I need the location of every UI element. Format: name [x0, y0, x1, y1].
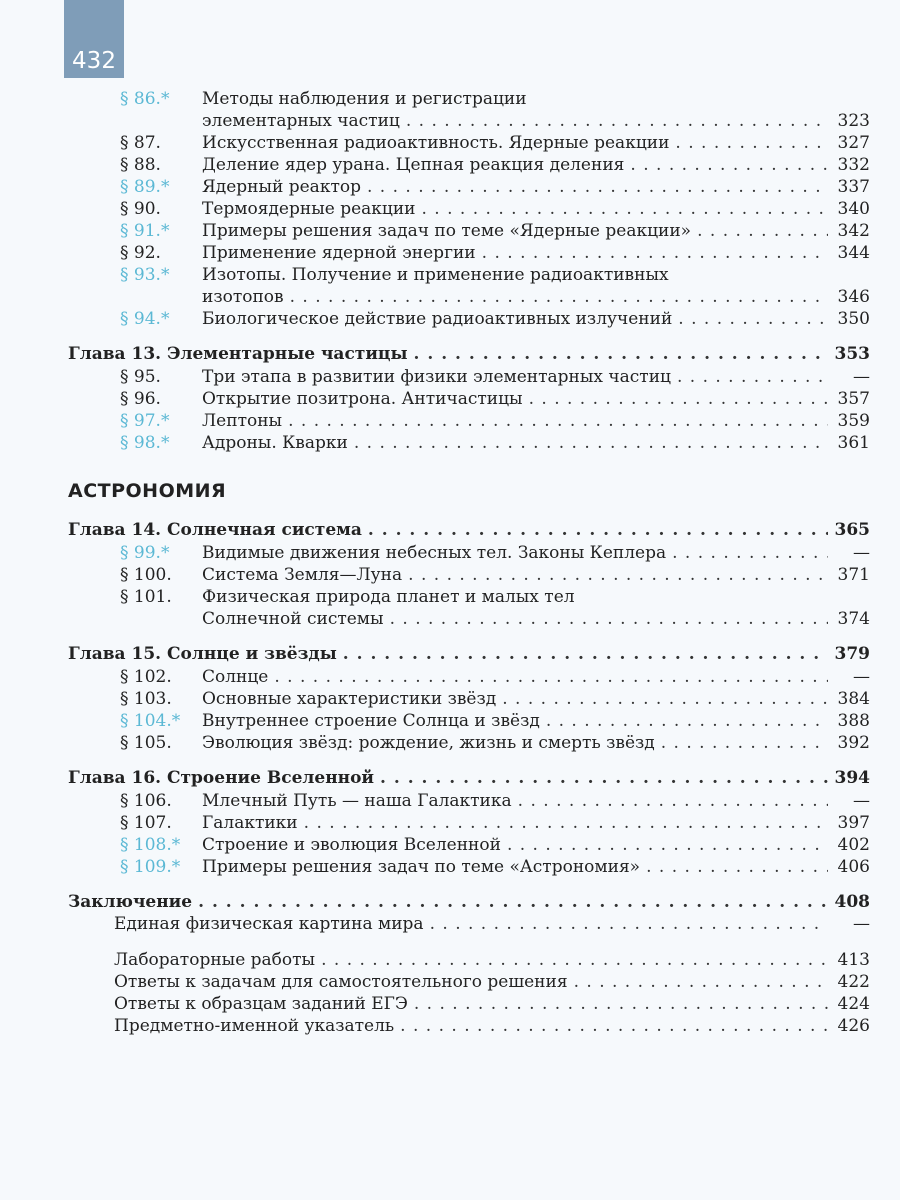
toc-row: [68, 198, 870, 220]
toc-row: [68, 286, 870, 308]
toc-row: [68, 542, 870, 564]
section-entry: [68, 790, 870, 812]
section-title-text: Строение и эволюция Вселенной: [202, 835, 501, 855]
section-number: § 98.*: [120, 433, 170, 453]
toc-row: [68, 856, 870, 878]
section-number: § 101.: [120, 587, 172, 607]
dot-leader: [390, 608, 828, 630]
toc-row: [68, 432, 870, 454]
section-entry: [68, 586, 870, 630]
section-entry: [68, 732, 870, 754]
toc-row: [68, 732, 870, 754]
section-heading: АСТРОНОМИЯ: [68, 480, 227, 502]
section-title: [120, 410, 282, 432]
section-title: [120, 432, 348, 454]
dot-leader: [367, 176, 828, 198]
section-title: [120, 856, 640, 878]
page-ref: 402: [837, 835, 870, 855]
section-title: [120, 286, 284, 308]
section-title: [120, 608, 384, 630]
dot-leader: [529, 388, 828, 410]
section-entry: [68, 410, 870, 432]
section-title-text: Открытие позитрона. Античастицы: [202, 389, 523, 409]
dot-leader: [288, 410, 828, 432]
section-entry: [68, 564, 870, 586]
appendix-title: Предметно-именной указатель: [114, 1016, 395, 1036]
section-title: [120, 564, 402, 586]
toc-row: [68, 564, 870, 586]
section-title: [120, 388, 523, 410]
page-ref: 424: [837, 994, 870, 1014]
section-title: [120, 264, 669, 286]
dot-leader: [290, 286, 828, 308]
page-ref: 371: [837, 565, 870, 585]
dot-leader: [414, 994, 828, 1014]
toc-row: [68, 834, 870, 856]
page-number-tab: 432: [64, 0, 124, 78]
section-title: [120, 176, 361, 198]
page-ref: 340: [837, 199, 870, 219]
section-number: § 97.*: [120, 411, 170, 431]
toc-row: [68, 608, 870, 630]
section-entry: [68, 388, 870, 410]
dot-leader: [406, 110, 828, 132]
section-number: § 104.*: [120, 711, 181, 731]
section-number: § 109.*: [120, 857, 181, 877]
section-title-text: изотопов: [202, 287, 284, 307]
dot-leader: [574, 972, 828, 992]
section-entry: [68, 176, 870, 198]
toc-row: [68, 366, 870, 388]
chapter-title: Глава 16. Строение Вселенной: [68, 768, 375, 788]
dot-leader: [380, 768, 828, 788]
section-entry: [68, 366, 870, 388]
toc-row: [68, 688, 870, 710]
section-title: [120, 666, 268, 688]
page-ref: 408: [834, 892, 870, 912]
section-entry: [68, 710, 870, 732]
section-entry: [68, 264, 870, 308]
toc-row: [68, 644, 870, 666]
section-entry: [68, 834, 870, 856]
section-number: § 106.: [120, 791, 172, 811]
toc-row: [68, 520, 870, 542]
page-ref: 327: [837, 133, 870, 153]
section-title-text: Адроны. Кварки: [202, 433, 348, 453]
dot-leader: [661, 732, 828, 754]
section-entry: [68, 154, 870, 176]
spacer: [68, 754, 870, 768]
toc-row: [68, 914, 870, 936]
section-number: § 105.: [120, 733, 172, 753]
section-number: § 108.*: [120, 835, 181, 855]
toc-row: [68, 812, 870, 834]
dot-leader: [414, 344, 828, 364]
spacer: [68, 936, 870, 950]
page-ref: 388: [837, 711, 870, 731]
section-number: § 94.*: [120, 309, 170, 329]
dot-leader: [321, 950, 828, 970]
section-title: [120, 110, 400, 132]
section-title: [120, 242, 476, 264]
page-ref: 342: [837, 221, 870, 241]
section-title-text: Ядерный реактор: [202, 177, 361, 197]
page-ref: 392: [837, 733, 870, 753]
section-number: § 90.: [120, 199, 161, 219]
dot-leader: [198, 892, 828, 912]
section-title-text: Термоядерные реакции: [202, 199, 416, 219]
section-number: § 107.: [120, 813, 172, 833]
section-entry: [68, 242, 870, 264]
section-title: [120, 586, 575, 608]
section-title-text: Галактики: [202, 813, 298, 833]
section-entry: [68, 542, 870, 564]
page-ref: 422: [837, 972, 870, 992]
toc-row: [68, 344, 870, 366]
section-title-text: Млечный Путь — наша Галактика: [202, 791, 512, 811]
section-number: § 88.: [120, 155, 161, 175]
dot-leader: [343, 644, 828, 664]
section-number: § 87.: [120, 133, 161, 153]
dot-leader: [672, 542, 828, 564]
toc-row: [68, 768, 870, 790]
page-ref: 357: [837, 389, 870, 409]
section-entry: [68, 856, 870, 878]
section-title: [120, 710, 540, 732]
page-ref: 384: [837, 689, 870, 709]
dot-leader: [678, 308, 828, 330]
section-title: [120, 154, 624, 176]
appendix-title: Лабораторные работы: [114, 950, 316, 970]
toc-row: [68, 220, 870, 242]
spacer: [68, 878, 870, 892]
toc-row: [68, 132, 870, 154]
section-number: § 93.*: [120, 265, 170, 285]
dot-leader: [408, 564, 828, 586]
page-ref: 344: [837, 243, 870, 263]
entry-title: Единая физическая картина мира: [114, 914, 424, 934]
section-title-text: Физическая природа планет и малых тел: [202, 587, 575, 607]
page-ref: 394: [834, 768, 870, 788]
toc-row: [68, 410, 870, 432]
section-title-text: Основные характеристики звёзд: [202, 689, 497, 709]
page-ref: 365: [834, 520, 870, 540]
dot-leader: [422, 198, 829, 220]
appendix-title: Ответы к задачам для самостоятельного решения: [114, 972, 568, 992]
section-number: § 96.: [120, 389, 161, 409]
toc-row: [68, 308, 870, 330]
section-title-text: Изотопы. Получение и применение радиоактивных: [202, 265, 669, 285]
section-title-text: элементарных частиц: [202, 111, 400, 131]
section-number: § 102.: [120, 667, 172, 687]
page-ref: 397: [837, 813, 870, 833]
section-number: § 86.*: [120, 89, 170, 109]
dot-leader: [646, 856, 828, 878]
page-ref: —: [853, 543, 870, 563]
page-ref: 361: [837, 433, 870, 453]
toc-row: [68, 710, 870, 732]
section-title-text: Солнце: [202, 667, 269, 687]
chapter-title: Глава 15. Солнце и звёзды: [68, 644, 337, 664]
dot-leader: [304, 812, 828, 834]
page-ref: 413: [837, 950, 870, 970]
page-ref: 323: [837, 111, 870, 131]
section-entry: [68, 220, 870, 242]
chapter-title: Заключение: [68, 892, 193, 912]
section-title-text: Примеры решения задач по теме «Ядерные реакции»: [202, 221, 692, 241]
page-ref: 359: [837, 411, 870, 431]
section-title-text: Эволюция звёзд: рождение, жизнь и смерть звёзд: [202, 733, 655, 753]
page-ref: 379: [834, 644, 870, 664]
spacer: [68, 630, 870, 644]
section-entry: [68, 688, 870, 710]
section-number: § 103.: [120, 689, 172, 709]
dot-leader: [354, 432, 828, 454]
spacer: [68, 506, 870, 520]
page-ref: 332: [837, 155, 870, 175]
section-title: [120, 688, 496, 710]
toc-row: [68, 994, 870, 1016]
dot-leader: [675, 132, 828, 154]
section-number: § 89.*: [120, 177, 170, 197]
dot-leader: [518, 790, 828, 812]
page-ref: 346: [837, 287, 870, 307]
section-title: [120, 834, 501, 856]
section-title: [120, 198, 416, 220]
section-number: § 100.: [120, 565, 172, 585]
dot-leader: [507, 834, 828, 856]
section-number: § 91.*: [120, 221, 170, 241]
section-number: § 92.: [120, 243, 161, 263]
dot-leader: [430, 914, 828, 934]
toc-row: [68, 666, 870, 688]
section-number: § 99.*: [120, 543, 170, 563]
page-ref: 350: [837, 309, 870, 329]
dot-leader: [697, 220, 828, 242]
section-entry: [68, 432, 870, 454]
section-title: [120, 308, 672, 330]
section-entry: [68, 88, 870, 132]
toc-row: [68, 176, 870, 198]
section-entry: [68, 308, 870, 330]
toc-row: [68, 1016, 870, 1038]
toc-row: [68, 88, 870, 110]
section-title-text: Видимые движения небесных тел. Законы Кеплера: [202, 543, 667, 563]
section-number: § 95.: [120, 367, 161, 387]
dot-leader: [546, 710, 828, 732]
dot-leader: [368, 520, 828, 540]
page-ref: —: [853, 791, 870, 811]
section-title-text: Методы наблюдения и регистрации: [202, 89, 527, 109]
table-of-contents: [68, 88, 870, 1038]
spacer: [68, 330, 870, 344]
page-ref: 406: [837, 857, 870, 877]
toc-row: [68, 154, 870, 176]
dot-leader: [482, 242, 828, 264]
page-ref: 374: [837, 609, 870, 629]
section-title: [120, 732, 655, 754]
section-title-text: Солнечной системы: [202, 609, 384, 629]
toc-row: [68, 972, 870, 994]
page-ref: 337: [837, 177, 870, 197]
toc-row: [68, 264, 870, 286]
section-title-text: Применение ядерной энергии: [202, 243, 476, 263]
section-entry: [68, 132, 870, 154]
chapter-title: Глава 13. Элементарные частицы: [68, 344, 408, 364]
section-entry: [68, 812, 870, 834]
section-title-text: Три этапа в развитии физики элементарных частиц: [202, 367, 671, 387]
section-title-text: Деление ядер урана. Цепная реакция деления: [202, 155, 625, 175]
appendix-title: Ответы к образцам заданий ЕГЭ: [114, 994, 408, 1014]
section-title: [120, 542, 666, 564]
section-title-text: Примеры решения задач по теме «Астрономия»: [202, 857, 641, 877]
section-title: [120, 132, 669, 154]
section-title-text: Внутреннее строение Солнца и звёзд: [202, 711, 540, 731]
toc-row: [68, 242, 870, 264]
section-entry: [68, 666, 870, 688]
chapter-title: Глава 14. Солнечная система: [68, 520, 362, 540]
toc-row: [68, 950, 870, 972]
section-title: [120, 88, 527, 110]
section-title: [120, 220, 691, 242]
page-ref: 353: [834, 344, 870, 364]
toc-row: [68, 110, 870, 132]
dot-leader: [677, 366, 828, 388]
section-title-text: Лептоны: [202, 411, 283, 431]
toc-row: [68, 892, 870, 914]
page-ref: —: [853, 367, 870, 387]
section-title: [120, 366, 671, 388]
toc-row: [68, 586, 870, 608]
spacer: [68, 454, 870, 476]
dot-leader: [630, 154, 828, 176]
dot-leader: [274, 666, 828, 688]
section-title: [120, 790, 512, 812]
page-ref: —: [853, 667, 870, 687]
page-ref: 426: [837, 1016, 870, 1036]
section-entry: [68, 198, 870, 220]
section-title: [120, 812, 298, 834]
page-ref: —: [853, 914, 870, 934]
toc-row: [68, 790, 870, 812]
dot-leader: [400, 1016, 828, 1036]
section-title-text: Биологическое действие радиоактивных излучений: [202, 309, 673, 329]
dot-leader: [502, 688, 828, 710]
section-title-text: Искусственная радиоактивность. Ядерные реакции: [202, 133, 670, 153]
toc-row: [68, 388, 870, 410]
section-title-text: Система Земля—Луна: [202, 565, 403, 585]
